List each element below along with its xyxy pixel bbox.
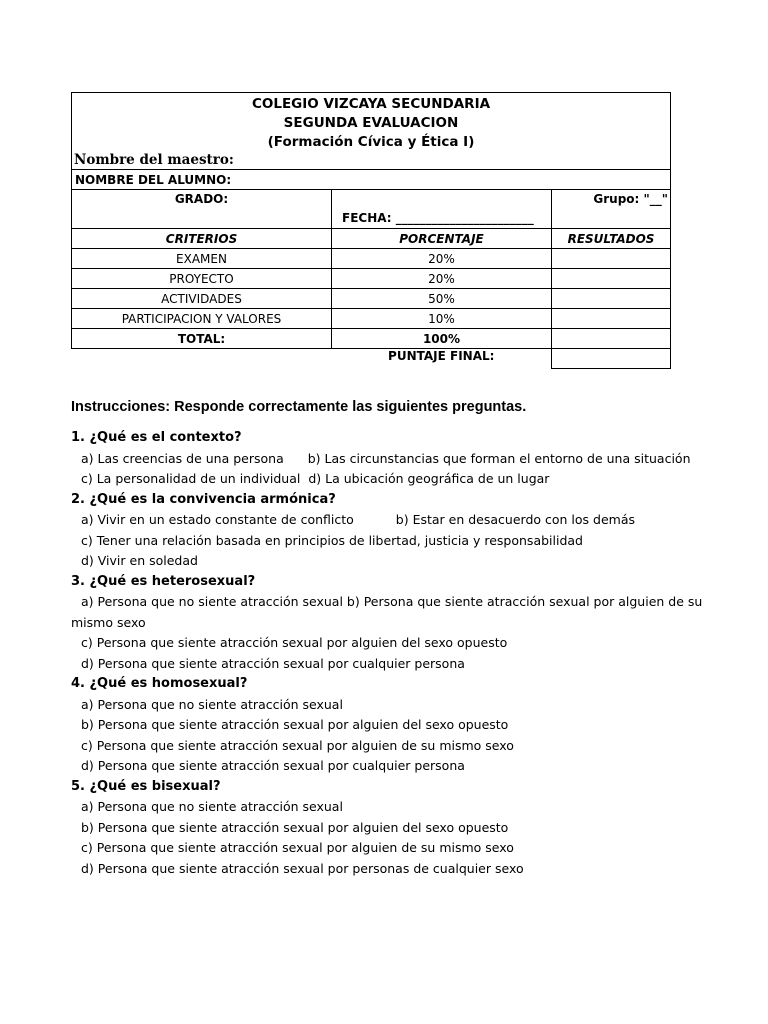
option-line [71,510,711,531]
option-ab-text: a) Persona que no siente atracción sexual b) Persona que siente atracción sexual por alguien de su mismo sexo [71,594,703,630]
group-label: Grupo: "__" [593,192,669,206]
final-score-row [72,349,671,369]
teacher-label: Nombre del maestro: [74,152,234,168]
evaluation-name: SEGUNDA EVALUACION [283,115,459,131]
option-b[interactable]: b) Estar en desacuerdo con los demás [395,512,635,527]
subject-name: (Formación Cívica y Ética I) [267,134,475,150]
table-row [72,249,671,269]
option-d[interactable]: d) Vivir en soledad [81,553,198,568]
school-name: COLEGIO VIZCAYA SECUNDARIA [251,96,491,112]
result-cell[interactable] [552,289,671,309]
final-score-label: PUNTAJE FINAL: [388,349,495,363]
evaluation-header-table [71,92,671,369]
date-field[interactable] [332,190,552,229]
result-cell[interactable] [552,269,671,289]
option-a[interactable]: a) Persona que no siente atracción sexual [81,696,343,712]
empty-cell [72,349,332,369]
total-value: 100% [332,329,552,349]
option-c[interactable]: c) La personalidad de un individual [81,471,301,486]
percent-cell: 50% [332,289,552,309]
total-label: TOTAL: [72,329,332,349]
criterion-cell: EXAMEN [72,249,332,269]
result-cell[interactable] [552,249,671,269]
option-a[interactable]: a) Las creencias de una persona [81,450,284,466]
option-c[interactable]: c) Persona que siente atracción sexual por alguien de su mismo sexo [81,840,514,855]
final-score-cell[interactable] [552,349,671,369]
percent-cell: 20% [332,249,552,269]
table-row [72,269,671,289]
option-d[interactable]: d) Persona que siente atracción sexual por cualquier persona [81,758,465,773]
group-field[interactable] [552,190,671,229]
student-name-field[interactable] [72,170,671,190]
total-row [72,329,671,349]
question-title: 1. ¿Qué es el contexto? [71,430,242,445]
option-line [71,449,711,470]
option-a[interactable]: a) Persona que no siente atracción sexual [81,799,343,814]
question-title: 4. ¿Qué es homosexual? [71,676,248,691]
instructions-text: Instrucciones: Responde correctamente las siguientes preguntas. [71,399,527,415]
option-d[interactable]: d) Persona que siente atracción sexual por cualquier persona [81,655,465,671]
option-c[interactable]: c) Persona que siente atracción sexual por alguien del sexo opuesto [81,635,508,650]
option-b[interactable]: b) Persona que siente atracción sexual por alguien del sexo opuesto [81,819,509,835]
criterion-cell: PROYECTO [72,269,332,289]
option-b[interactable]: b) Persona que siente atracción sexual por alguien del sexo opuesto [81,717,509,732]
option-d[interactable]: d) Persona que siente atracción sexual por personas de cualquier sexo [81,860,524,876]
option-d[interactable]: d) La ubicación geográfica de un lugar [308,471,550,486]
grade-label: GRADO: [174,192,229,206]
date-label: FECHA: _______________________ [342,211,534,225]
percent-cell: 20% [332,269,552,289]
column-header: RESULTADOS [552,229,671,249]
percent-cell: 10% [332,309,552,329]
option-ab[interactable] [71,592,711,633]
column-header: CRITERIOS [72,229,332,249]
criterion-cell: PARTICIPACION Y VALORES [72,309,332,329]
student-label: NOMBRE DEL ALUMNO: [75,172,232,187]
table-row [72,289,671,309]
question-title: 2. ¿Qué es la convivencia armónica? [71,491,336,507]
questions-list [71,428,711,879]
column-header: PORCENTAJE [332,229,552,249]
table-row [72,309,671,329]
title-block [72,93,671,170]
question-title: 3. ¿Qué es heterosexual? [71,573,256,589]
option-b[interactable]: b) Las circunstancias que forman el entorno de una situación [307,450,691,466]
option-c[interactable]: c) Persona que siente atracción sexual por alguien de su mismo sexo [81,737,514,753]
grade-field[interactable] [72,190,332,229]
question-title: 5. ¿Qué es bisexual? [71,778,221,794]
option-a[interactable]: a) Vivir en un estado constante de conflicto [81,512,354,527]
option-line [71,469,711,490]
total-result-cell[interactable] [552,329,671,349]
option-c[interactable]: c) Tener una relación basada en principios de libertad, justicia y responsabilidad [81,532,583,548]
criterion-cell: ACTIVIDADES [72,289,332,309]
result-cell[interactable] [552,309,671,329]
criteria-header-row [72,229,671,249]
